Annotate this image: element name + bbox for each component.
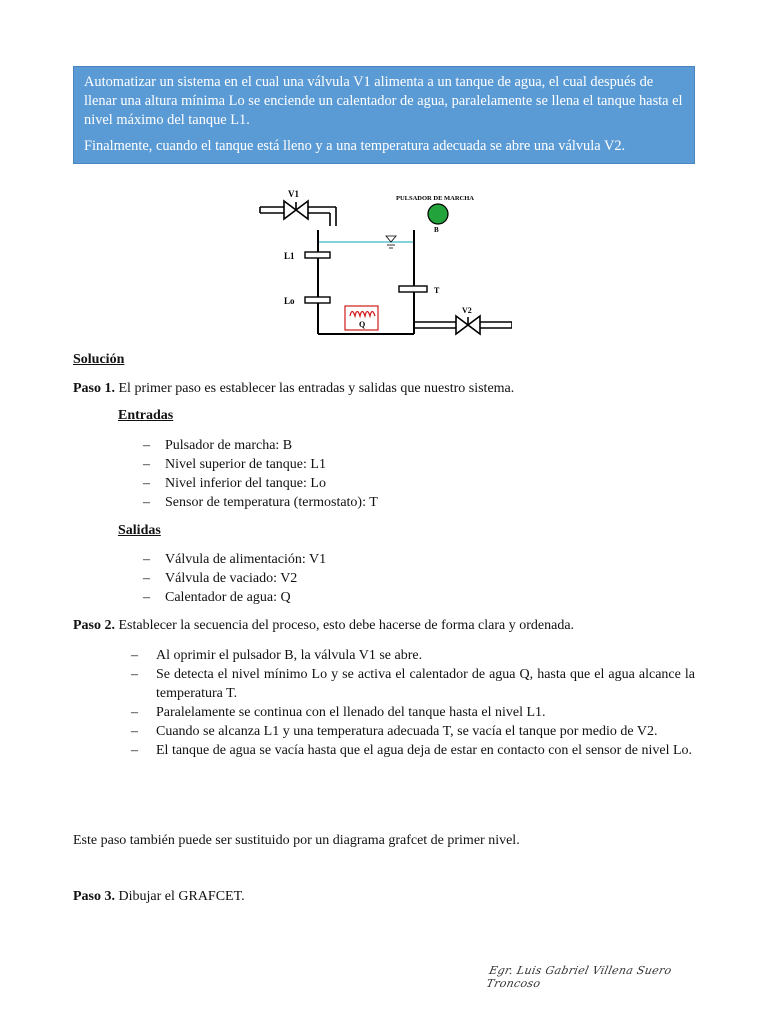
start-button-b-icon <box>428 204 448 224</box>
label-l1: L1 <box>284 251 295 261</box>
inputs-title: Entradas <box>118 408 174 423</box>
step2-line <box>73 618 574 634</box>
step2-text: Establecer la secuencia del proceso, esto debe hacerse de forma clara y ordenada. <box>115 618 575 633</box>
list-item: – Calentador de agua: Q <box>143 590 291 605</box>
list-item: – Sensor de temperatura (termostato): T <box>143 495 378 510</box>
label-pulsador-de-marcha: PULSADOR DE MARCHA <box>396 195 474 202</box>
diagram-background <box>256 182 512 340</box>
list-item: – Cuando se alcanza L1 y una temperatura adecuada T, se vacía el tanque por medio de V2. <box>131 724 658 739</box>
label-q: Q <box>359 320 366 329</box>
grafcet-note: Este paso también puede ser sustituido por un diagrama grafcet de primer nivel. <box>73 833 520 848</box>
list-item: – Paralelamente se continua con el llenado del tanque hasta el nivel L1. <box>131 705 546 720</box>
sensor-t-icon <box>399 286 427 292</box>
solution-title: Solución <box>73 352 125 367</box>
inputs-list <box>143 436 563 512</box>
list-item: – Válvula de alimentación: V1 <box>143 552 327 567</box>
sequence-list <box>131 646 695 760</box>
label-v2: V2 <box>462 306 472 315</box>
label-b: B <box>434 226 439 234</box>
problem-paragraph-1: Automatizar un sistema en el cual una válvula V1 alimenta a un tanque de agua, el cual después de llenar una altura mínima Lo se enciende un calentador de agua, paralelamente se llena el tanque hasta el nivel máximo del tanque L1. <box>84 74 683 128</box>
label-lo: Lo <box>284 296 295 306</box>
outputs-title: Salidas <box>118 523 161 538</box>
step1-line <box>73 381 514 397</box>
problem-paragraph-2: Finalmente, cuando el tanque está lleno y a una temperatura adecuada se abre una válvula V2. <box>84 138 626 154</box>
author-signature: Egr. Luis Gabriel Villena Suero Troncoso <box>485 964 673 990</box>
list-item: – Nivel superior de tanque: L1 <box>143 457 326 472</box>
step1-text: El primer paso es establecer las entradas y salidas que nuestro sistema. <box>115 381 515 396</box>
list-item: – El tanque de agua se vacía hasta que el agua deja de estar en contacto con el sensor de nivel Lo. <box>131 743 693 758</box>
outputs-list <box>143 550 563 607</box>
label-t: T <box>434 286 440 295</box>
step3-line <box>73 889 245 905</box>
step2-label: Paso 2. <box>73 618 115 633</box>
sensor-lo-icon <box>305 297 330 303</box>
list-item: – Nivel inferior del tanque: Lo <box>143 476 326 491</box>
list-item: – Al oprimir el pulsador B, la válvula V1 se abre. <box>131 648 423 663</box>
list-item: – Pulsador de marcha: B <box>143 438 293 453</box>
step3-text: Dibujar el GRAFCET. <box>115 889 245 904</box>
step3-label: Paso 3. <box>73 889 115 904</box>
tank-diagram <box>256 182 512 340</box>
list-item: – Válvula de vaciado: V2 <box>143 571 298 586</box>
sensor-l1-icon <box>305 252 330 258</box>
problem-statement-box <box>73 66 695 164</box>
step1-label: Paso 1. <box>73 381 115 396</box>
list-item: – Se detecta el nivel mínimo Lo y se activa el calentador de agua Q, hasta que el agua alcance la temperatura T. <box>131 667 695 701</box>
label-v1: V1 <box>288 189 299 199</box>
